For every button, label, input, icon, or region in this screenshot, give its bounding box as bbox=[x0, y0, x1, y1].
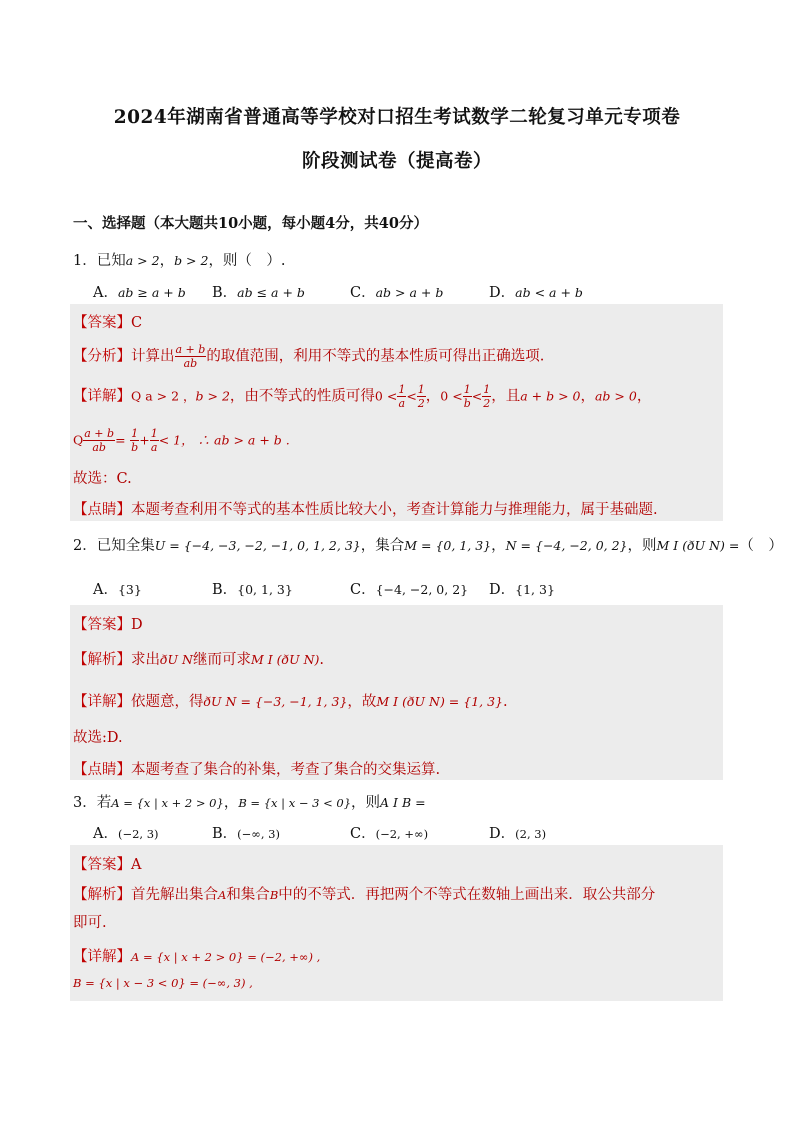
question-3-option-a: A．(−2, 3) bbox=[93, 826, 159, 842]
question-3-detail-line-2: B = {x | x − 3 < 0} = (−∞, 3) , bbox=[73, 976, 253, 990]
question-3-detail-line-1: 【详解】A = {x | x + 2 > 0} = (−2, +∞) , bbox=[73, 949, 321, 965]
question-2-choice: 故选:D. bbox=[73, 730, 123, 746]
question-3-analysis-cont: 即可. bbox=[73, 915, 107, 931]
section-heading: 一、选择题（本大题共10小题，每小题4分，共40分） bbox=[73, 215, 428, 232]
question-2-option-b: B．{0, 1, 3} bbox=[212, 582, 293, 598]
question-3-stem: 3．若A = {x | x + 2 > 0}，B = {x | x − 3 < 0}，则A I B = bbox=[73, 795, 426, 811]
document-title: 2024年湖南省普通高等学校对口招生考试数学二轮复习单元专项卷 bbox=[113, 107, 681, 128]
question-2-analysis: 【解析】求出ðU N继而可求M I (ðU N). bbox=[73, 652, 325, 668]
question-1-comment: 【点睛】本题考查利用不等式的基本性质比较大小，考查计算能力与推理能力，属于基础题. bbox=[73, 502, 658, 518]
question-1-option-c: C．ab > a + b bbox=[350, 285, 444, 301]
question-2-option-d: D．{1, 3} bbox=[489, 582, 555, 598]
question-1-option-d: D．ab < a + b bbox=[489, 285, 583, 301]
question-2-comment: 【点睛】本题考查了集合的补集，考查了集合的交集运算. bbox=[73, 762, 441, 778]
question-1-stem: 1．已知a > 2，b > 2，则（ ）. bbox=[73, 253, 286, 269]
question-3-analysis: 【解析】首先解出集合A和集合B中的不等式．再把两个不等式在数轴上画出来．取公共部分 bbox=[73, 887, 656, 903]
question-1-analysis: 【分析】计算出 $\frac{a + b}{ab}$ 的取值范围，利用不等式的基本性质可得出正确选项. bbox=[73, 343, 545, 370]
question-1-detail-line-1: 【详解】Q a > 2 ，b > 2，由不等式的性质可得0 < $\frac{1}{a}$ < $\frac{1}{2}$ ，0 < $\frac{1}{b}$ < $\frac{1}{2}$ ，且a + b > 0，ab > 0， bbox=[73, 383, 652, 410]
question-1-option-b: B．ab ≤ a + b bbox=[212, 285, 305, 301]
question-3-option-d: D．(2, 3) bbox=[489, 826, 547, 842]
question-3-answer: 【答案】A bbox=[73, 857, 142, 873]
question-1-solution-box bbox=[70, 304, 723, 521]
question-1-detail-line-2: Q $\frac{a + b}{ab}$ = $\frac{1}{b}$ + $\frac{1}{a}$ < 1， ∴ ab > a + b . bbox=[73, 427, 290, 454]
document-subtitle: 阶段测试卷（提高卷） bbox=[301, 151, 492, 172]
question-2-detail: 【详解】依题意，得ðU N = {−3, −1, 1, 3}，故M I (ðU N) = {1, 3}. bbox=[73, 694, 508, 710]
question-1-choice: 故选：C. bbox=[73, 471, 132, 487]
question-1-option-a: A．ab ≥ a + b bbox=[93, 285, 186, 301]
question-2-answer: 【答案】D bbox=[73, 617, 143, 633]
question-2-stem: 2．已知全集U = {−4, −3, −2, −1, 0, 1, 2, 3}，集合M = {0, 1, 3}，N = {−4, −2, 0, 2}，则M I (ðU N) =（ ） bbox=[73, 538, 783, 554]
question-1-answer: 【答案】C bbox=[73, 315, 143, 331]
question-2-option-c: C．{−4, −2, 0, 2} bbox=[350, 582, 469, 598]
question-3-option-c: C．(−2, +∞) bbox=[350, 826, 429, 842]
question-2-option-a: A．{3} bbox=[93, 582, 142, 598]
question-3-option-b: B．(−∞, 3) bbox=[212, 826, 280, 842]
